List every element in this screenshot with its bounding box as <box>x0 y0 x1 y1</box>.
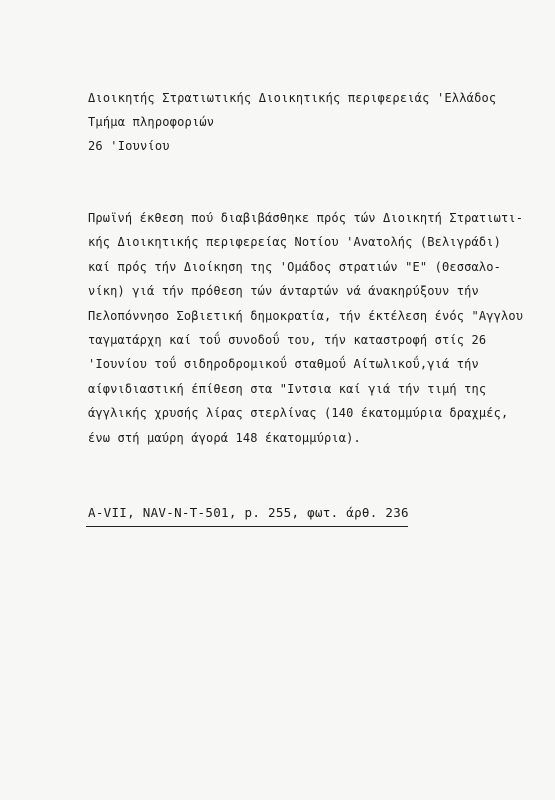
report-line: αίφνιδιαστική έπίθεση στα "Ιντσια καί γιά τήν τιμή της <box>88 381 487 396</box>
header-date: 26 'Ιουνίου <box>88 139 170 153</box>
report-line: Πελοπόννησο Σοβιετική δημοκρατία, τήν έκτέλεση ένός "Αγγλου <box>88 308 524 323</box>
reference-underline <box>86 526 408 527</box>
document-header <box>88 86 496 158</box>
archive-reference: A-VII, NAV-N-T-501, p. 255, φωτ. άρθ. 236 <box>88 505 409 520</box>
report-line: 'Ιουνίου τοΰ σιδηροδρομικοΰ σταθμοΰ Αίτωλικοΰ,γιά τήν <box>88 357 479 372</box>
report-line: ταγματάρχη καί τοΰ συνοδοΰ του, τήν καταστροφή στίς 26 <box>88 333 487 348</box>
header-authority: Διοικητής Στρατιωτικής Διοικητικής περιφερειάς 'Ελλάδος <box>88 91 497 105</box>
report-line: άγγλικής χρυσής λίρας στερλίνας (140 έκατομμύρια δραχμές, <box>88 406 509 421</box>
report-line: καί πρός τήν Διοίκηση της 'Ομάδος στρατιών "Ε" (Θεσσαλο- <box>88 259 501 274</box>
report-line: νίκη) γιά τήν πρόθεση τών άνταρτών νά άνακηρύξουν τήν <box>88 284 479 299</box>
report-line: ένω στή μαύρη άγορά 148 έκατομμύρια). <box>88 430 361 445</box>
header-department: Τμήμα πληροφοριών <box>88 115 215 129</box>
report-line: Πρωϊνή έκθεση πού διαβιβάσθηκε πρός τών Διοικητή Στρατιωτι- <box>88 211 524 225</box>
report-line: κής Διοικητικής περιφερείας Νοτίου 'Ανατολής (Βελιγράδι) <box>88 235 501 250</box>
report-body <box>88 206 528 450</box>
